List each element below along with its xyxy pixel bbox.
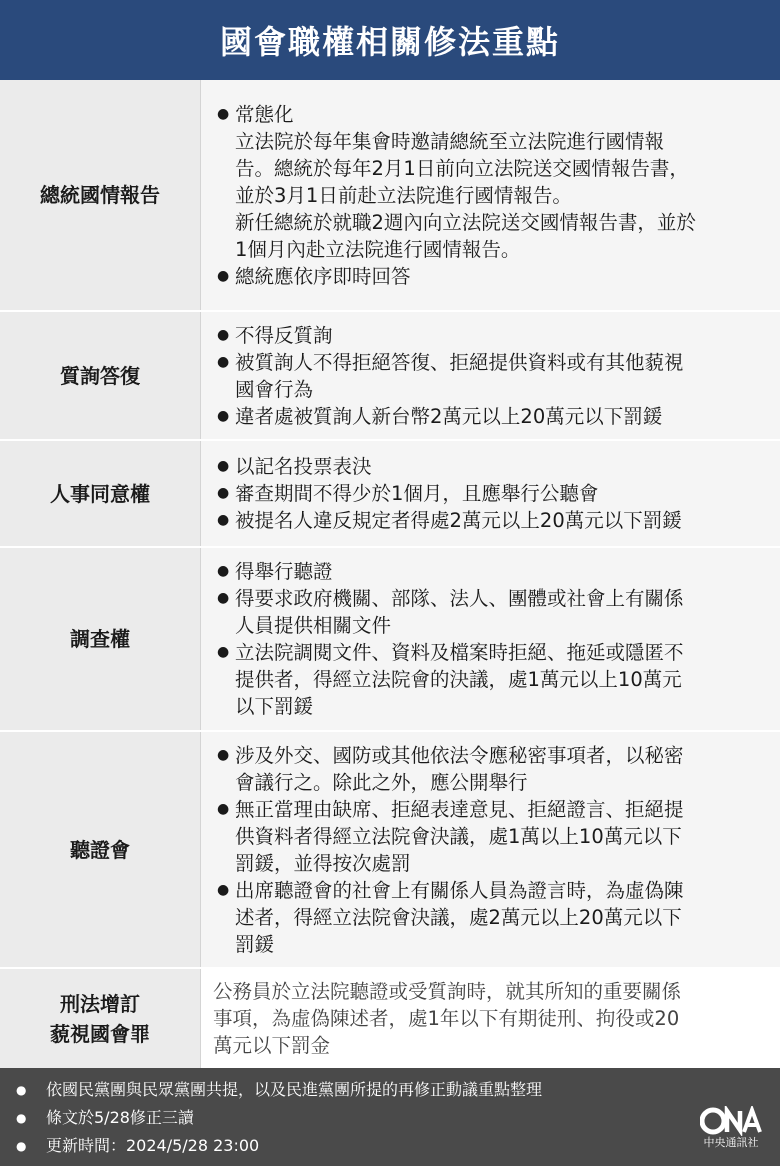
row-label [0,548,201,730]
bullet-icon: ● [217,881,230,898]
row-label [0,969,201,1068]
bullet-item: ● 被提名人違反規定者得處2萬元以上20萬元以下罰鍰 [217,509,682,532]
row-presidential-report [0,80,780,312]
row-label-text: 質詢答復 [60,363,140,388]
row-content [201,732,780,967]
bullet-icon: ● [16,1111,27,1125]
bullet-icon: ● [16,1139,27,1153]
bullet-item: ● 常態化 [217,102,294,126]
row-label [0,80,201,310]
row-content [201,312,780,439]
bullet-item: ● 得要求政府機關、部隊、法人、團體或社會上有關係 人員提供相關文件 [217,587,684,637]
row-label-text: 聽證會 [70,837,130,862]
bullet-icon: ● [217,353,230,370]
footer-note: ● 條文於5/28修正三讀 [16,1104,780,1132]
bullet-item: ● 涉及外交、國防或其他依法令應秘密事項者，以秘密 會議行之。除此之外，應公開舉行 [217,743,684,794]
bullet-icon: ● [217,512,230,528]
row-label [0,312,201,439]
bullet-icon: ● [217,407,230,424]
row-label [0,441,201,546]
bullet-item: ● 違者處被質詢人新台幣2萬元以上20萬元以下罰鍰 [217,404,663,428]
bullet-item: ● 被質詢人不得拒絕答復、拒絕提供資料或有其他藐視 國會行為 [217,350,684,401]
footer-notes [0,1068,780,1166]
row-label-text: 調查權 [70,627,130,651]
bullet-icon: ● [217,746,230,763]
bullet-item: ● 不得反質詢 [217,323,333,347]
bullet-icon: ● [217,563,230,579]
bullet-icon: ● [217,800,230,817]
bullet-icon: ● [217,644,230,660]
bullet-item: ● 無正當理由缺席、拒絕表達意見、拒絕證言、拒絕提 供資料者得經立法院會決議，處1萬以上10萬元以下 罰鍰，並得按次處罰 [217,797,684,875]
row-label-text: 總統國情報告 [40,183,160,207]
row-consent-power [0,441,780,548]
row-content: 公務員於立法院聽證或受質詢時，就其所知的重要關係 事項，為虛偽陳述者，處1年以下有期徒刑、拘役或20 萬元以下罰金 [201,969,780,1068]
bullet-item: ● 出席聽證會的社會上有關係人員為證言時，為虛偽陳 述者，得經立法院會決議，處2萬元以上20萬元以下 罰鍰 [217,878,684,956]
row-label-text: 刑法增訂 藐視國會罪 [50,991,150,1046]
row-contempt-of-congress [0,969,780,1068]
page-title: 國會職權相關修法重點 [0,0,780,80]
bullet-icon: ● [217,458,230,474]
footer-note: ● 更新時間：2024/5/28 23:00 [16,1132,780,1160]
bullet-icon: ● [217,267,230,284]
row-investigation-power [0,548,780,732]
bullet-item: ● 總統應依序即時回答 [217,264,411,288]
bullet-icon: ● [16,1083,27,1097]
row-content [201,548,780,730]
row-label-text: 人事同意權 [50,481,150,506]
bullet-item: ● 審查期間不得少於1個月，且應舉行公聽會 [217,482,599,505]
bullet-item: ● 立法院調閱文件、資料及檔案時拒絕、拖延或隱匿不 提供者，得經立法院會的決議，處1萬元以上10萬元 以下罰鍰 [217,641,684,718]
sub-text: 立法院於每年集會時邀請總統至立法院進行國情報 告。總統於每年2月1日前向立法院送交國情報告書， 並於3月1日前赴立法院進行國情報告。 新任總統於就職2週內向立法院送交國情報告書，並於 1個月內赴立法院進行國情報告。 [235,129,696,261]
bullet-icon: ● [217,326,230,343]
row-label [0,732,201,967]
bullet-item: ● 得舉行聽證 [217,560,333,583]
bullet-icon: ● [217,590,230,606]
bullet-icon: ● [217,105,230,122]
cna-logo [696,1106,766,1150]
cna-logo-icon [700,1106,762,1136]
row-content [201,80,780,310]
bullet-icon: ● [217,485,230,501]
bullet-item: ● 以記名投票表決 [217,455,372,478]
row-interpellation [0,312,780,441]
footer-note: ● 依國民黨團與民眾黨團共提，以及民進黨團所提的再修正動議重點整理 [16,1076,780,1104]
row-content [201,441,780,546]
logo-name: 中央通訊社 [703,1136,759,1149]
row-hearing [0,732,780,969]
